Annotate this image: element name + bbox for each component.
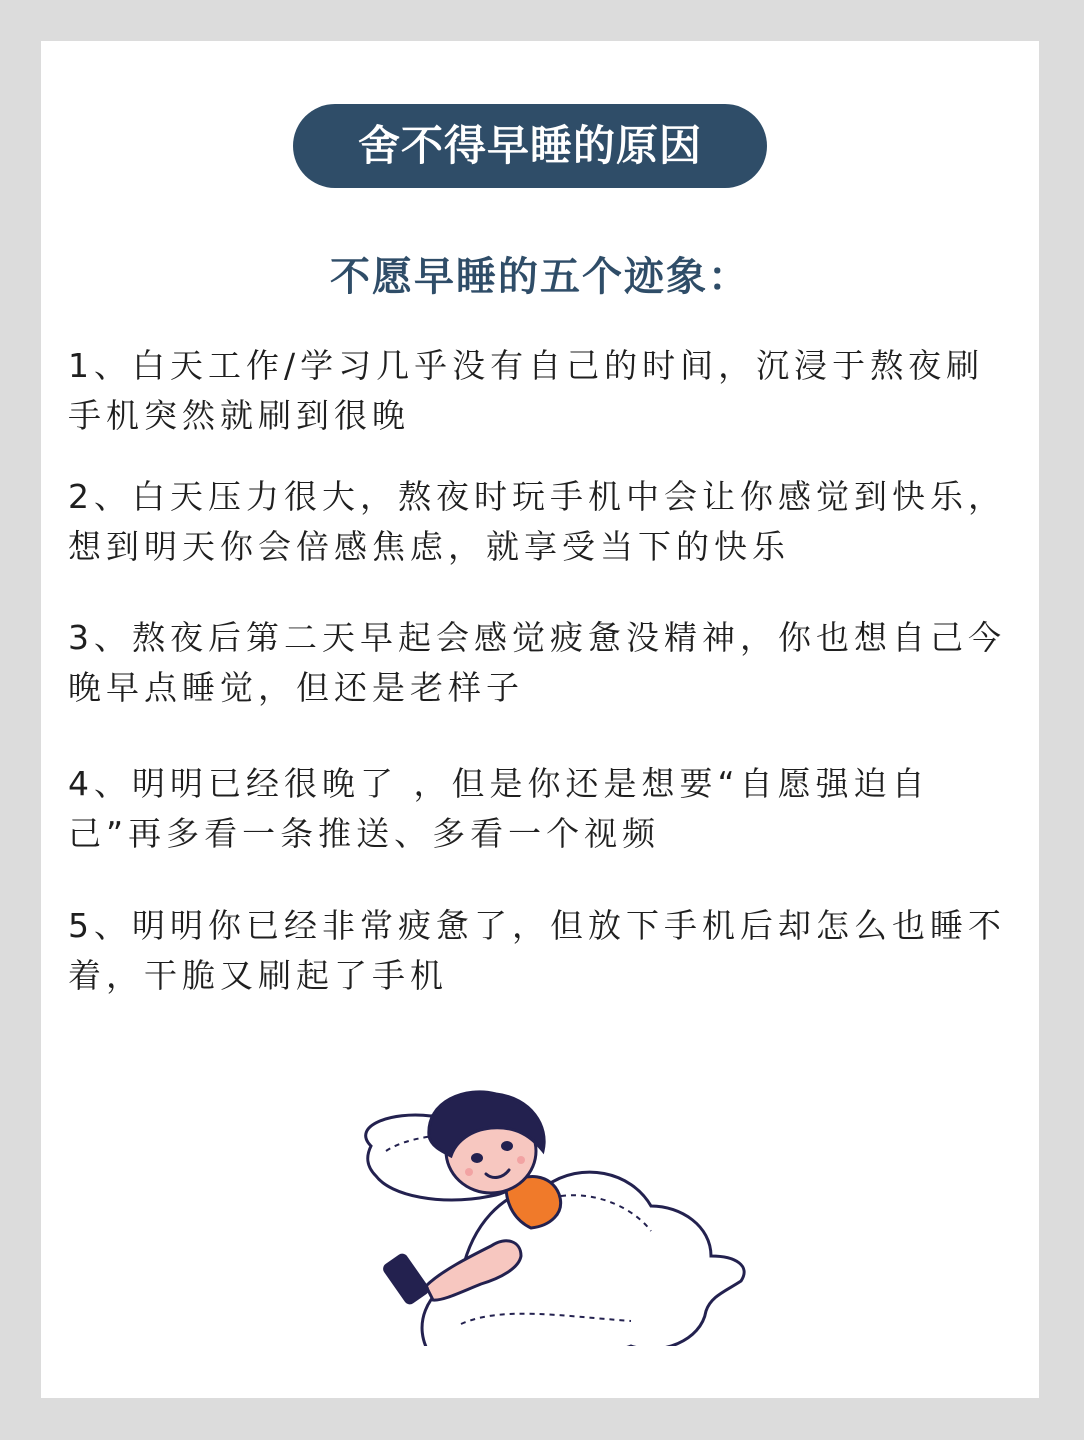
sign-item-5: 5、明明你已经非常疲惫了，但放下手机后却怎么也睡不着，干脆又刷起了手机 (68, 906, 1006, 995)
sign-item-3: 3、熬夜后第二天早起会感觉疲惫没精神，你也想自己今晚早点睡觉，但还是老样子 (68, 618, 1006, 707)
poster-card (41, 41, 1039, 1398)
phone-icon (382, 1253, 430, 1306)
sign-item-4: 4、明明已经很晚了 ，但是你还是想要“自愿强迫自己”再多看一条推送、多看一个视频 (68, 764, 930, 853)
sign-item-2: 2、白天压力很大，熬夜时玩手机中会让你感觉到快乐，想到明天你会倍感焦虑，就享受当下的快乐 (68, 477, 1006, 566)
page-title: 舍不得早睡的原因 (293, 104, 767, 188)
sign-item-1: 1、白天工作/学习几乎没有自己的时间，沉浸于熬夜刷手机突然就刷到很晚 (68, 346, 985, 435)
section-subtitle: 不愿早睡的五个迹象： (330, 254, 750, 300)
girl-in-bed-with-phone-icon (331, 1056, 751, 1346)
